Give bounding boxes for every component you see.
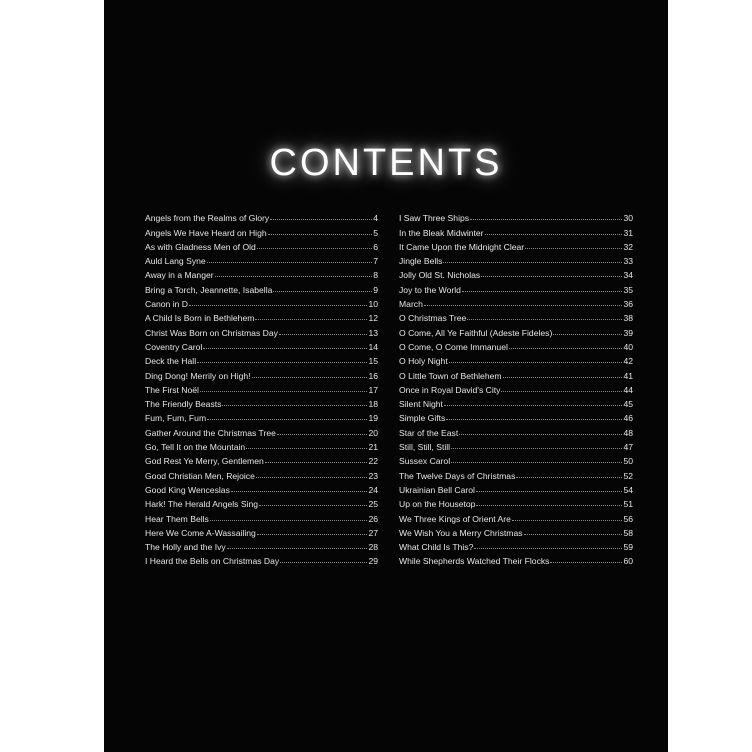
toc-entry [399, 309, 633, 323]
toc-entry [145, 352, 378, 366]
toc-entry-page-number: 51 [623, 499, 633, 510]
toc-entry-page-number: 60 [623, 556, 633, 567]
toc-entry-page-number: 35 [623, 284, 633, 295]
toc-entry-page-number: 33 [623, 256, 633, 267]
toc-entry-title: Silent Night [399, 399, 443, 410]
toc-entry-page-number: 34 [623, 270, 633, 281]
toc-entry [145, 280, 378, 294]
leader-dots [553, 334, 622, 335]
toc-entry-title: Jolly Old St. Nicholas [399, 270, 481, 281]
leader-dots [279, 334, 368, 335]
toc-entry-page-number: 5 [373, 227, 378, 238]
toc-entry [145, 481, 378, 495]
toc-entry-page-number: 24 [368, 484, 378, 495]
toc-entry [145, 423, 378, 437]
leader-dots [197, 362, 367, 363]
leader-dots [277, 434, 368, 435]
toc-entry-page-number: 23 [368, 470, 378, 481]
toc-entry-page-number: 28 [368, 542, 378, 553]
toc-entry-page-number: 59 [623, 542, 633, 553]
toc-entry-page-number: 40 [623, 341, 633, 352]
toc-entry [145, 466, 378, 480]
toc-entry-title: Angels from the Realms of Glory [145, 213, 270, 224]
toc-entry-page-number: 6 [373, 241, 378, 252]
leader-dots [451, 448, 622, 449]
toc-entry-title: Still, Still, Still [399, 442, 451, 453]
toc-entry-title: Here We Come A-Wassailing [145, 527, 256, 538]
toc-entry-title: Joy to the World [399, 284, 461, 295]
toc-entry-page-number: 18 [368, 399, 378, 410]
toc-entry-title: Go, Tell It on the Mountain [145, 442, 246, 453]
toc-entry-title: Coventry Carol [145, 341, 203, 352]
toc-entry-title: We Wish You a Merry Christmas [399, 527, 523, 538]
toc-entry [399, 509, 633, 523]
toc-entry [399, 423, 633, 437]
leader-dots [449, 362, 623, 363]
toc-entry-page-number: 38 [623, 313, 633, 324]
toc-entry [145, 223, 378, 237]
leader-dots [459, 434, 622, 435]
toc-entry-title: Simple Gifts [399, 413, 446, 424]
toc-entry [399, 438, 633, 452]
toc-entry-page-number: 25 [368, 499, 378, 510]
toc-entry-title: Good King Wenceslas [145, 484, 230, 495]
toc-entry-title: Gather Around the Christmas Tree [145, 427, 276, 438]
toc-entry-title: O Holy Night [399, 356, 448, 367]
toc-entry [145, 381, 378, 395]
toc-entry [399, 223, 633, 237]
leader-dots [443, 262, 622, 263]
toc-entry [145, 309, 378, 323]
toc-entry [399, 395, 633, 409]
leader-dots [207, 262, 373, 263]
leader-dots [550, 562, 622, 563]
toc-entry [399, 481, 633, 495]
toc-entry-page-number: 21 [368, 442, 378, 453]
toc-entry-page-number: 46 [623, 413, 633, 424]
toc-entry [399, 366, 633, 380]
toc-entry [399, 466, 633, 480]
toc-entry-title: Good Christian Men, Rejoice [145, 470, 255, 481]
toc-entry [145, 323, 378, 337]
toc-entry [145, 524, 378, 538]
leader-dots [257, 534, 368, 535]
toc-entry-title: O Come, All Ye Faithful (Adeste Fideles) [399, 327, 553, 338]
toc-entry [399, 452, 633, 466]
leader-dots [524, 534, 623, 535]
leader-dots [424, 305, 623, 306]
toc-entry [145, 538, 378, 552]
toc-entry-title: March [399, 299, 423, 310]
leader-dots [444, 405, 622, 406]
toc-entry [399, 524, 633, 538]
leader-dots [222, 405, 367, 406]
leader-dots [481, 276, 622, 277]
toc-entry-page-number: 7 [373, 256, 378, 267]
toc-entry-page-number: 56 [623, 513, 633, 524]
toc-entry-title: O Little Town of Bethlehem [399, 370, 502, 381]
toc-entry-title: We Three Kings of Orient Are [399, 513, 511, 524]
leader-dots [516, 477, 622, 478]
toc-column-right [399, 209, 633, 566]
toc-entry-page-number: 13 [368, 327, 378, 338]
contents-page [104, 0, 668, 752]
toc-entry [145, 509, 378, 523]
toc-entry-title: Deck the Hall [145, 356, 197, 367]
toc-entry-title: Hark! The Herald Angels Sing [145, 499, 259, 510]
toc-entry-page-number: 44 [623, 384, 633, 395]
toc-entry-page-number: 31 [623, 227, 633, 238]
leader-dots [210, 520, 368, 521]
leader-dots [189, 305, 367, 306]
leader-dots [467, 319, 622, 320]
leader-dots [227, 548, 368, 549]
leader-dots [215, 276, 373, 277]
toc-entry-page-number: 20 [368, 427, 378, 438]
toc-entry [145, 338, 378, 352]
toc-column-left [145, 209, 378, 566]
leader-dots [252, 377, 368, 378]
leader-dots [203, 348, 367, 349]
toc-entry [145, 266, 378, 280]
toc-entry-page-number: 32 [623, 241, 633, 252]
toc-entry [399, 266, 633, 280]
leader-dots [512, 520, 623, 521]
toc-entry-title: It Came Upon the Midnight Clear [399, 241, 525, 252]
toc-entry [145, 238, 378, 252]
toc-entry [145, 395, 378, 409]
toc-entry [399, 323, 633, 337]
leader-dots [255, 319, 367, 320]
leader-dots [474, 548, 622, 549]
toc-entry-title: Angels We Have Heard on High [145, 227, 267, 238]
toc-entry-page-number: 39 [623, 327, 633, 338]
leader-dots [265, 462, 368, 463]
toc-entry-title: Star of the East [399, 427, 459, 438]
toc-entry-title: Ukrainian Bell Carol [399, 484, 475, 495]
toc-entry-title: I Saw Three Ships [399, 213, 470, 224]
toc-entry-title: The Twelve Days of Christmas [399, 470, 516, 481]
toc-entry-title: Away in a Manger [145, 270, 214, 281]
toc-entry [145, 366, 378, 380]
toc-entry [399, 538, 633, 552]
toc-entry [145, 495, 378, 509]
leader-dots [525, 248, 622, 249]
toc-entry-page-number: 15 [368, 356, 378, 367]
toc-entry-title: God Rest Ye Merry, Gentlemen [145, 456, 264, 467]
toc-entry [399, 295, 633, 309]
leader-dots [246, 448, 367, 449]
toc-entry-page-number: 45 [623, 399, 633, 410]
leader-dots [451, 462, 622, 463]
toc-entry-title: Canon in D [145, 299, 188, 310]
toc-entry-page-number: 27 [368, 527, 378, 538]
toc-entry [145, 252, 378, 266]
toc-entry-page-number: 4 [373, 213, 378, 224]
leader-dots [257, 248, 372, 249]
leader-dots [446, 419, 622, 420]
toc-entry-page-number: 30 [623, 213, 633, 224]
leader-dots [200, 391, 367, 392]
toc-entry [145, 552, 378, 566]
toc-entry [399, 209, 633, 223]
leader-dots [268, 234, 373, 235]
leader-dots [476, 491, 622, 492]
toc-entry [145, 209, 378, 223]
toc-entry [399, 338, 633, 352]
toc-entry-title: While Shepherds Watched Their Flocks [399, 556, 550, 567]
leader-dots [503, 377, 623, 378]
toc-entry-title: In the Bleak Midwinter [399, 227, 484, 238]
toc-entry-page-number: 10 [368, 299, 378, 310]
leader-dots [231, 491, 368, 492]
toc-entry [399, 552, 633, 566]
toc-entry [145, 295, 378, 309]
toc-entry-title: Ding Dong! Merrily on High! [145, 370, 251, 381]
toc-entry [399, 252, 633, 266]
leader-dots [476, 505, 622, 506]
leader-dots [280, 562, 367, 563]
toc-entry [399, 409, 633, 423]
toc-entry [145, 452, 378, 466]
toc-entry-page-number: 22 [368, 456, 378, 467]
toc-entry-title: Once in Royal David's City [399, 384, 501, 395]
toc-entry-title: Christ Was Born on Christmas Day [145, 327, 278, 338]
toc-entry-page-number: 14 [368, 341, 378, 352]
toc-entry-page-number: 17 [368, 384, 378, 395]
leader-dots [207, 419, 367, 420]
toc-entry-page-number: 52 [623, 470, 633, 481]
toc-entry-page-number: 19 [368, 413, 378, 424]
toc-entry-page-number: 42 [623, 356, 633, 367]
toc-entry-page-number: 47 [623, 442, 633, 453]
toc-entry-title: Sussex Carol [399, 456, 451, 467]
toc-entry [399, 352, 633, 366]
toc-entry-page-number: 41 [623, 370, 633, 381]
leader-dots [259, 505, 367, 506]
contents-title: CONTENTS [269, 142, 503, 184]
toc-entry-page-number: 29 [368, 556, 378, 567]
toc-entry-page-number: 58 [623, 527, 633, 538]
leader-dots [273, 291, 372, 292]
toc-entry [399, 238, 633, 252]
leader-dots [509, 348, 623, 349]
toc-entry-title: Hear Them Bells [145, 513, 209, 524]
toc-entry-page-number: 8 [373, 270, 378, 281]
toc-entry-title: I Heard the Bells on Christmas Day [145, 556, 280, 567]
toc-entry-title: Auld Lang Syne [145, 256, 206, 267]
toc-entry [399, 381, 633, 395]
toc-entry-title: Jingle Bells [399, 256, 443, 267]
leader-dots [270, 219, 372, 220]
toc-entry-title: O Come, O Come Immanuel [399, 341, 508, 352]
toc-entry-page-number: 9 [373, 284, 378, 295]
toc-entry-page-number: 36 [623, 299, 633, 310]
toc-entry-title: The Friendly Beasts [145, 399, 222, 410]
toc-entry [399, 495, 633, 509]
toc-entry-page-number: 12 [368, 313, 378, 324]
leader-dots [256, 477, 368, 478]
toc-entry-title: Bring a Torch, Jeannette, Isabella [145, 284, 273, 295]
toc-entry-title: Up on the Housetop [399, 499, 476, 510]
leader-dots [462, 291, 623, 292]
toc-entry-page-number: 48 [623, 427, 633, 438]
toc-entry-page-number: 16 [368, 370, 378, 381]
toc-entry-title: A Child Is Born in Bethlehem [145, 313, 255, 324]
toc-entry-title: O Christmas Tree [399, 313, 467, 324]
toc-entry-title: What Child Is This? [399, 542, 474, 553]
toc-entry-title: The Holly and the Ivy [145, 542, 226, 553]
toc-entry-title: The First Noël [145, 384, 199, 395]
toc-entry-title: As with Gladness Men of Old [145, 241, 256, 252]
toc-entry-page-number: 26 [368, 513, 378, 524]
toc-entry-title: Fum, Fum, Fum [145, 413, 207, 424]
leader-dots [485, 234, 623, 235]
toc-entry [145, 438, 378, 452]
leader-dots [501, 391, 622, 392]
toc-entry [399, 280, 633, 294]
leader-dots [470, 219, 622, 220]
toc-entry-page-number: 50 [623, 456, 633, 467]
toc-entry-page-number: 54 [623, 484, 633, 495]
toc-entry [145, 409, 378, 423]
